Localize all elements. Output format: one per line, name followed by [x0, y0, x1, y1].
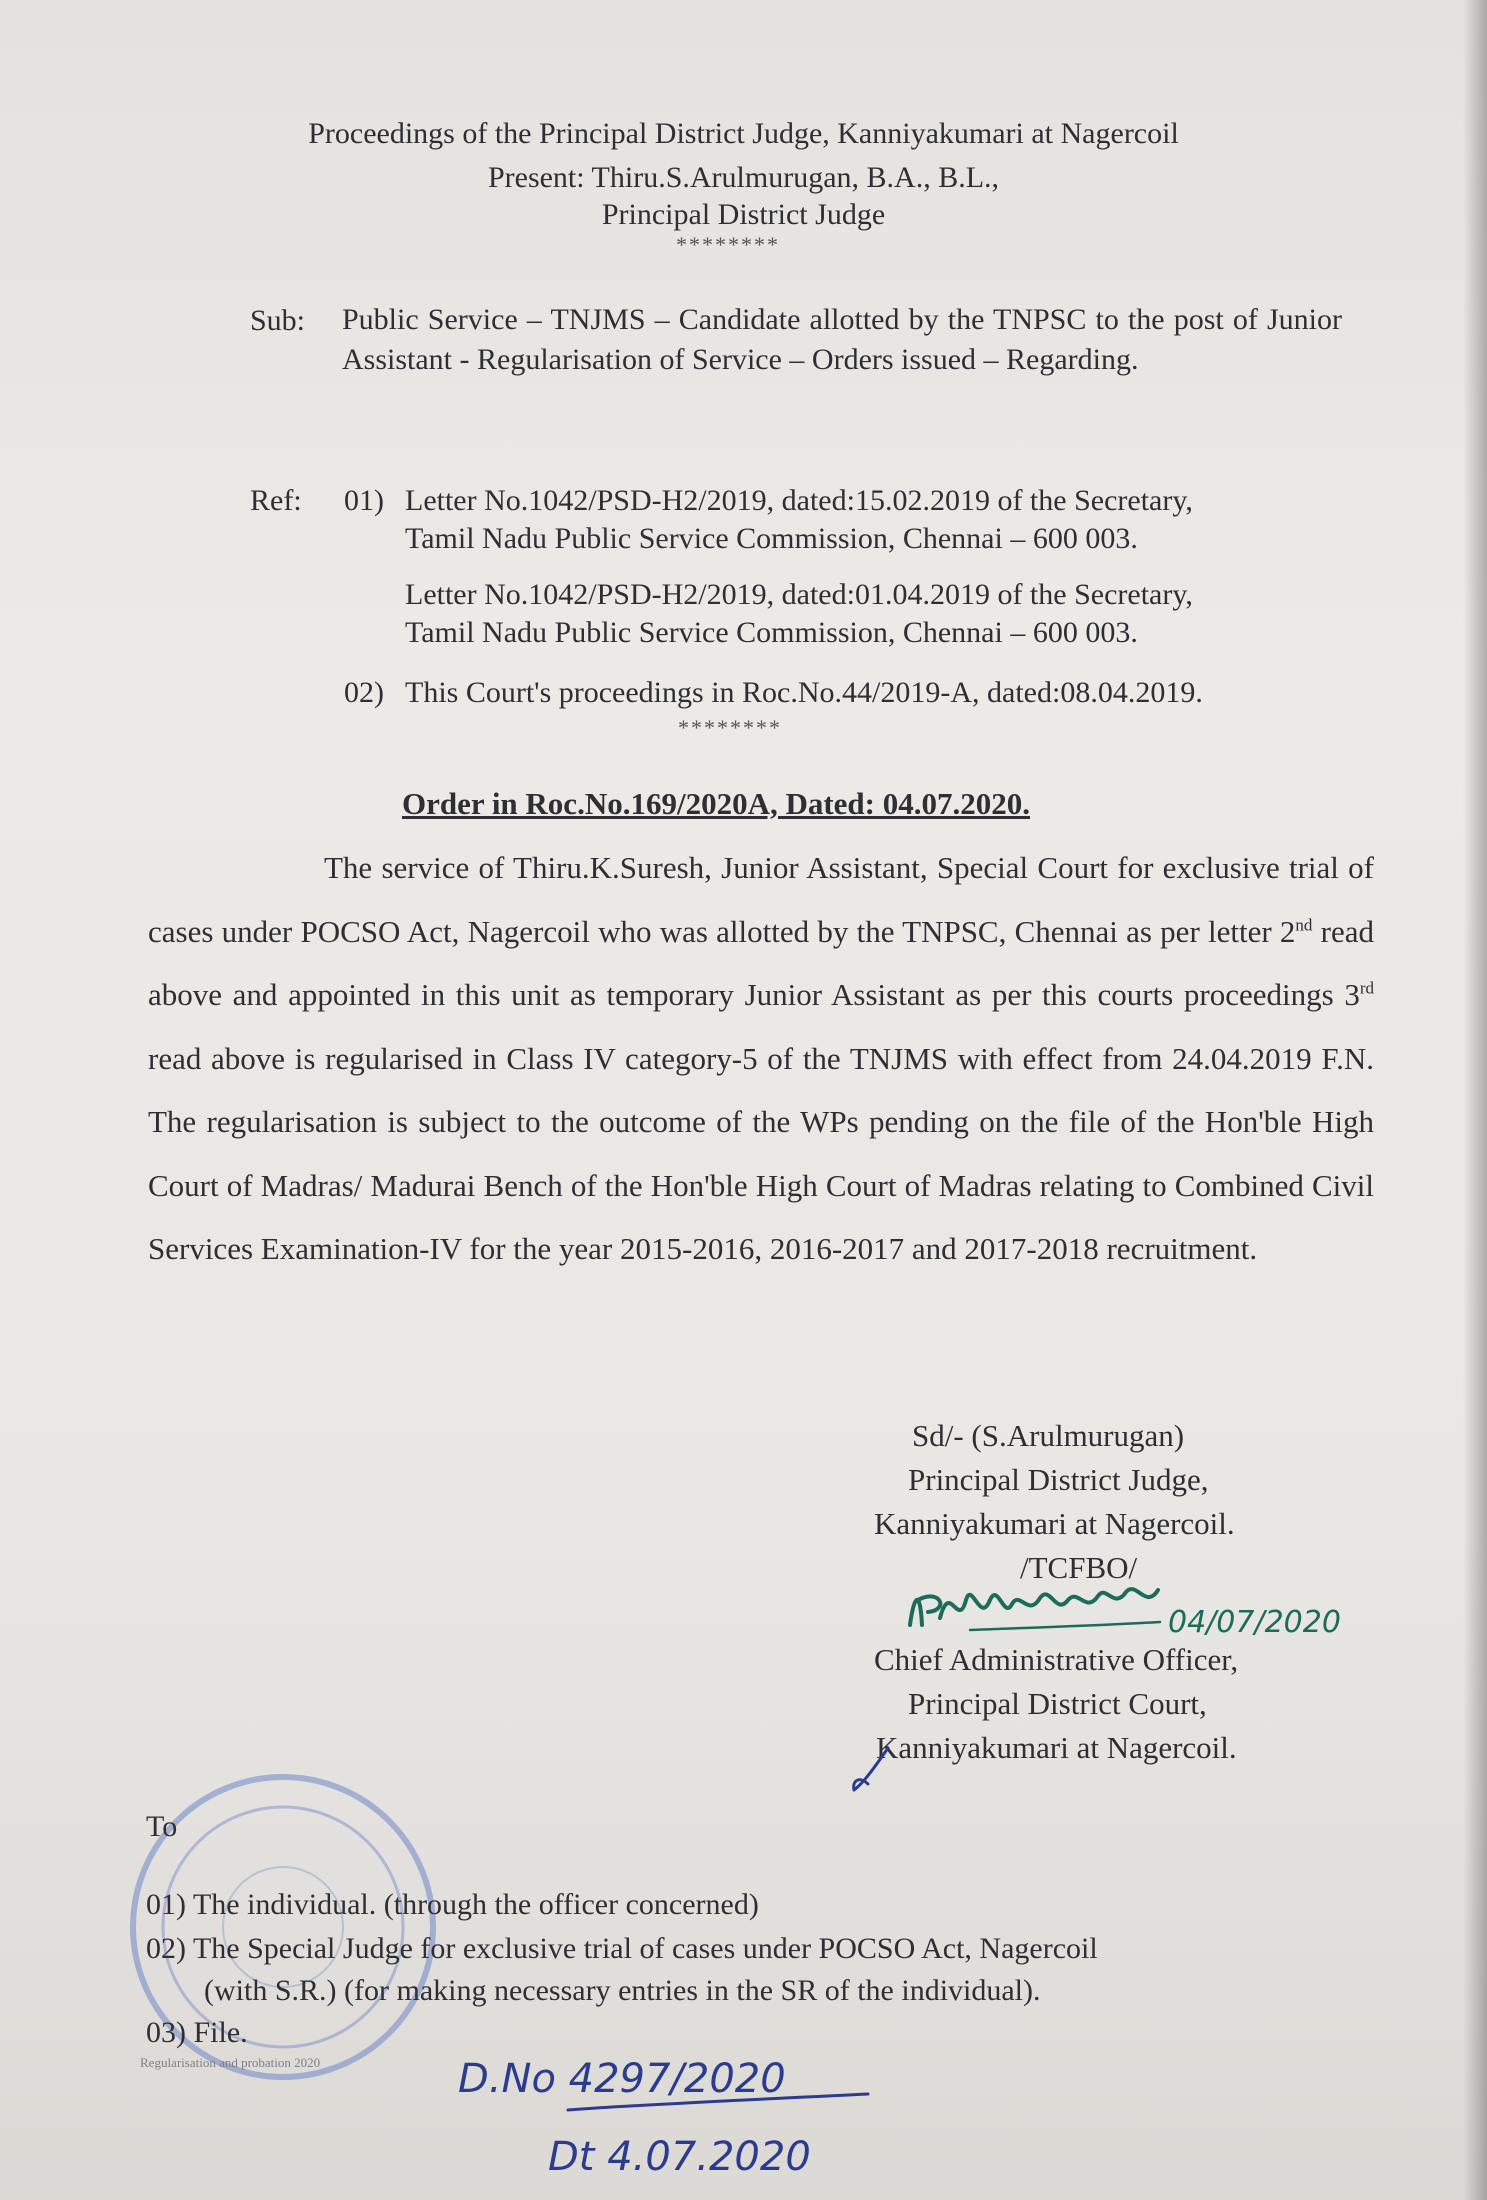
- reference-number-2: 02): [344, 676, 384, 709]
- order-superscript-2: rd: [1359, 978, 1374, 998]
- office-code: /TCFBO/: [1020, 1550, 1138, 1585]
- reference-1-line-4: Tamil Nadu Public Service Commission, Chennai – 600 003.: [405, 616, 1138, 649]
- order-text-part-1: The service of Thiru.K.Suresh, Junior Assistant, Special Court for exclusive trial of cases under POCSO Act, Nagercoil who was allotted by the TNPSC, Chennai as per letter 2: [148, 850, 1374, 949]
- reference-1-line-3: Letter No.1042/PSD-H2/2019, dated:01.04.2019 of the Secretary,: [405, 578, 1193, 611]
- officer-signature: [900, 1570, 1460, 1650]
- reference-2-line-1: This Court's proceedings in Roc.No.44/2019-A, dated:08.04.2019.: [405, 676, 1203, 709]
- order-text-part-3: read above is regularised in Class IV category-5 of the TNJMS with effect from 24.04.2019 F.N. The regularisation is subject to the outcome of the WPs pending on the file of the Hon'ble High Court of Madras/ Madurai Bench of the Hon'ble High Court of Madras relating to Combined Civil Services Examination-IV for the year 2015-2016, 2016-2017 and 2017-2018 recruitment.: [148, 1040, 1374, 1266]
- tick-mark: [848, 1740, 898, 1800]
- distribution-item-3: 03) File.: [146, 2016, 248, 2049]
- subject-label: Sub:: [250, 304, 306, 337]
- reference-number-1: 01): [344, 484, 384, 517]
- reference-label: Ref:: [250, 484, 302, 517]
- subject-text: Public Service – TNJMS – Candidate allotted by the TNPSC to the post of Junior Assistant - Regularisation of Service – Orders issued – Regarding.: [342, 303, 1342, 376]
- officer-place: Kanniyakumari at Nagercoil.: [876, 1730, 1237, 1765]
- signature-date: 04/07/2020: [1168, 1605, 1341, 1640]
- officer-designation-cao: Chief Administrative Officer,: [874, 1642, 1239, 1677]
- header-separator: ********: [676, 232, 780, 257]
- signatory-designation: Principal District Judge,: [908, 1462, 1209, 1497]
- order-body: [148, 836, 1374, 1281]
- distribution-item-2: 02) The Special Judge for exclusive trial of cases under POCSO Act, Nagercoil: [146, 1932, 1098, 1965]
- dispatch-date: Dt 4.07.2020: [548, 2134, 811, 2180]
- signed-by: Sd/- (S.Arulmurugan): [912, 1418, 1185, 1453]
- order-text-part-2: read above and appointed in this unit as temporary Junior Assistant as per this courts proceedings 3: [148, 913, 1374, 1012]
- reference-1-line-1: Letter No.1042/PSD-H2/2019, dated:15.02.2019 of the Secretary,: [405, 484, 1193, 517]
- file-reference-note: Regularisation and probation 2020: [140, 2055, 321, 2070]
- distribution-item-1: 01) The individual. (through the officer concerned): [146, 1888, 759, 1921]
- officer-designation: Principal District Judge: [601, 198, 886, 231]
- to-label: To: [146, 1810, 178, 1843]
- distribution-item-2-continued: (with S.R.) (for making necessary entries in the SR of the individual).: [204, 1974, 1041, 2007]
- signatory-place: Kanniyakumari at Nagercoil.: [874, 1506, 1235, 1541]
- page-edge-shadow: [1463, 0, 1487, 2200]
- reference-separator: ********: [678, 715, 782, 740]
- dispatch-number: D.No 4297/2020: [458, 2056, 786, 2102]
- reference-1-line-2: Tamil Nadu Public Service Commission, Chennai – 600 003.: [405, 522, 1138, 555]
- dispatch-annotation: [448, 2020, 948, 2200]
- presiding-officer: Present: Thiru.S.Arulmurugan, B.A., B.L.,: [487, 161, 1000, 194]
- order-title: Order in Roc.No.169/2020A, Dated: 04.07.2020.: [402, 786, 1030, 821]
- proceedings-heading: Proceedings of the Principal District Judge, Kanniyakumari at Nagercoil: [308, 117, 1179, 150]
- officer-court: Principal District Court,: [908, 1686, 1207, 1721]
- order-superscript-1: nd: [1295, 915, 1313, 935]
